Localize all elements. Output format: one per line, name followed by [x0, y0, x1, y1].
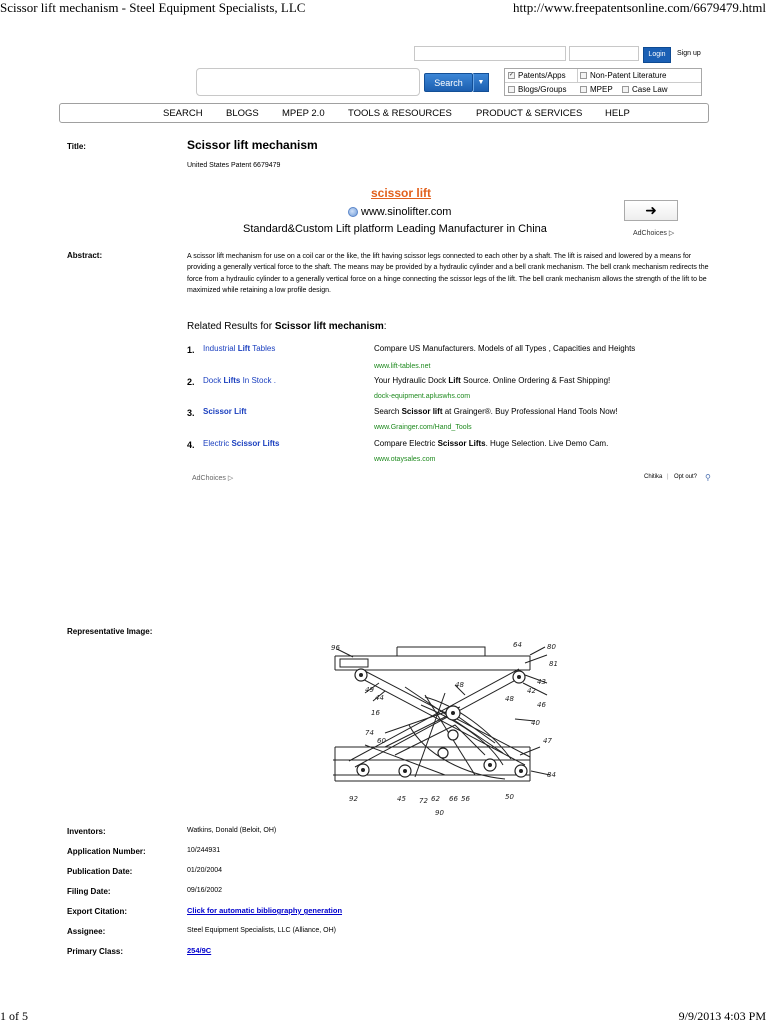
username-input[interactable] — [414, 46, 566, 61]
search-input[interactable] — [196, 68, 420, 96]
drawing-label: 64 — [513, 641, 522, 649]
page-title: Scissor lift mechanism - Steel Equipment Specialists, LLC — [0, 0, 306, 15]
drawing-label: 16 — [371, 709, 380, 717]
result-link[interactable] — [203, 407, 247, 416]
link-text: Tables — [250, 344, 276, 353]
drawing-label: 42 — [527, 687, 536, 695]
page-url[interactable]: http://www.freepatentsonline.com/6679479.html — [513, 0, 766, 15]
ad-title-link[interactable]: scissor lift — [371, 186, 432, 200]
divider — [577, 69, 578, 82]
primary-class-link[interactable]: 254/9C — [187, 946, 212, 955]
option-label: Blogs/Groups — [518, 85, 567, 94]
drawing-label: 60 — [377, 737, 386, 745]
drawing-label: 81 — [549, 660, 558, 668]
desc-text: Compare Electric — [374, 439, 438, 448]
result-link[interactable] — [203, 439, 279, 448]
drawing-label: 50 — [505, 793, 514, 801]
drawing-label: 80 — [547, 643, 556, 651]
drawing-label: 66 — [449, 795, 458, 803]
opt-out-link[interactable]: Opt out? — [674, 474, 698, 480]
ad-description: Standard&Custom Lift platform Leading Manufacturer in China — [243, 223, 547, 235]
result-number: 4. — [187, 440, 195, 450]
login-button[interactable]: Login — [643, 47, 671, 63]
result-link[interactable] — [203, 344, 275, 353]
desc-text: Search — [374, 407, 402, 416]
desc-keyword: Scissor Lifts — [437, 439, 486, 448]
option-blogs-groups[interactable] — [505, 83, 566, 96]
print-datetime: 9/9/2013 4:03 PM — [678, 1009, 766, 1023]
desc-text: . Huge Selection. Live Demo Cam. — [485, 439, 609, 448]
drawing-lines — [333, 647, 550, 781]
desc-text: at Grainger®. Buy Professional Hand Tools Now! — [442, 407, 618, 416]
ad-url[interactable] — [348, 206, 451, 218]
desc-text: Compare US Manufacturers. Models of all Types , Capacities and Heights — [374, 344, 636, 353]
drawing-pivots — [355, 669, 527, 777]
checkbox-icon[interactable] — [622, 86, 629, 93]
divider-bar: | — [667, 474, 669, 480]
link-keyword: Lifts — [223, 376, 241, 385]
option-patents-apps[interactable] — [505, 69, 566, 82]
drawing-label: 84 — [547, 771, 556, 779]
option-label: Non-Patent Literature — [590, 71, 667, 80]
password-input[interactable] — [569, 46, 639, 61]
checkbox-icon[interactable]: ✓ — [509, 72, 515, 78]
option-non-patent-literature[interactable] — [577, 69, 667, 82]
option-mpep[interactable] — [577, 83, 613, 96]
application-number-value: 10/244931 — [187, 847, 221, 854]
link-keyword: Lift — [237, 344, 251, 353]
search-scope-options — [504, 68, 702, 96]
publication-date-value: 01/20/2004 — [187, 867, 223, 874]
nav-product-services[interactable]: PRODUCT & SERVICES — [476, 108, 583, 119]
drawing-label: 90 — [435, 809, 444, 817]
globe-icon — [348, 207, 358, 217]
link-keyword: Scissor Lift — [203, 407, 247, 416]
drawing-label: 74 — [365, 729, 374, 737]
search-options-dropdown[interactable]: ▼ — [473, 73, 489, 92]
ad-arrow-button[interactable] — [624, 200, 678, 221]
link-text: Electric — [203, 439, 232, 448]
checkbox-icon[interactable] — [580, 72, 587, 79]
result-description — [374, 376, 610, 385]
nav-mpep[interactable]: MPEP 2.0 — [282, 108, 325, 119]
export-citation-link[interactable]: Click for automatic bibliography generation — [187, 906, 343, 915]
drawing-label: 48 — [455, 681, 464, 689]
search-icon[interactable]: ⚲ — [705, 473, 711, 482]
checkbox-icon[interactable] — [580, 86, 587, 93]
result-url[interactable]: dock-equipment.apluswhs.com — [374, 393, 471, 400]
signup-link[interactable]: Sign up — [677, 50, 701, 57]
link-text: Dock — [203, 376, 224, 385]
adchoices-icon: ▷ — [227, 475, 234, 482]
patent-drawing — [325, 635, 575, 817]
export-citation-label: Export Citation: — [67, 907, 127, 916]
abstract-text: A scissor lift mechanism for use on a coil car or the like, the lift having scissor legs connected to each other by a shaft. The lift is raised and lowered by a means for providing a generally vertical force to the shaft. The means may be provided by a hydraulic cylinder and a bell crank mechanism. The bell crank mechanism redirects the force from a hydraulic cylinder to a generally vertical force on a hinge connecting the scissor legs of the lift. The bell crank mechanism allows the strength of the lift to be maximized while retaining a low profile design. — [187, 253, 709, 295]
adchoices-label: AdChoices — [633, 230, 667, 237]
drawing-label: 92 — [349, 795, 358, 803]
drawing-label: 44 — [375, 694, 384, 702]
drawing-label: 49 — [365, 686, 374, 694]
option-case-law[interactable] — [619, 83, 668, 96]
nav-help[interactable]: HELP — [605, 108, 630, 119]
result-description — [374, 344, 635, 353]
related-query: Scissor lift mechanism — [274, 321, 384, 332]
drawing-label: 43 — [537, 678, 546, 686]
desc-text: Source. Online Ordering & Fast Shipping! — [460, 376, 611, 385]
related-suffix: : — [383, 321, 387, 332]
result-number: 3. — [187, 408, 195, 418]
assignee-value: Steel Equipment Specialists, LLC (Alliance, OH) — [187, 927, 337, 934]
option-label: Patents/Apps — [518, 71, 566, 80]
drawing-label: 45 — [397, 795, 406, 803]
related-prefix: Related Results for — [187, 321, 275, 332]
search-button[interactable]: Search — [424, 73, 473, 92]
option-label: Case Law — [632, 85, 668, 94]
desc-keyword: Scissor lift — [401, 407, 443, 416]
result-url[interactable]: www.lift-tables.net — [374, 363, 431, 370]
result-description — [374, 407, 618, 416]
result-link[interactable] — [203, 376, 276, 385]
nav-blogs[interactable]: BLOGS — [226, 108, 259, 119]
assignee-label: Assignee: — [67, 927, 106, 936]
publication-date-label: Publication Date: — [67, 867, 133, 876]
filing-date-value: 09/16/2002 — [187, 887, 223, 894]
result-url[interactable]: www.Grainger.com/Hand_Tools — [374, 424, 472, 431]
primary-class-label: Primary Class: — [67, 947, 124, 956]
drawing-label: 48 — [505, 695, 514, 703]
drawing-label: 46 — [537, 701, 546, 709]
inventors-value: Watkins, Donald (Beloit, OH) — [187, 827, 277, 834]
result-description — [374, 439, 608, 448]
desc-text: Your Hydraulic Dock — [374, 376, 449, 385]
ad-url-text: www.sinolifter.com — [361, 206, 452, 218]
nav-search[interactable]: SEARCH — [163, 108, 203, 119]
filing-date-label: Filing Date: — [67, 887, 111, 896]
abstract-label: Abstract: — [67, 251, 103, 260]
adchoices-icon: ▷ — [668, 230, 675, 237]
related-results-heading — [187, 321, 387, 332]
link-keyword: Scissor Lifts — [231, 439, 280, 448]
representative-image-label: Representative Image: — [67, 627, 153, 636]
result-number: 2. — [187, 377, 195, 387]
checkbox-icon[interactable] — [508, 86, 515, 93]
drawing-label: 40 — [531, 719, 540, 727]
application-number-label: Application Number: — [67, 847, 146, 856]
main-nav — [59, 103, 709, 123]
drawing-label: 72 — [419, 797, 428, 805]
ad-choices[interactable] — [633, 229, 674, 237]
arrow-right-icon: ➜ — [645, 202, 657, 218]
adchoices-label: AdChoices — [192, 475, 226, 482]
related-adchoices[interactable] — [192, 474, 233, 482]
patent-number: United States Patent 6679479 — [187, 162, 281, 169]
result-url[interactable]: www.otaysales.com — [374, 456, 436, 463]
nav-tools-resources[interactable]: TOOLS & RESOURCES — [348, 108, 452, 119]
title-label: Title: — [67, 142, 86, 151]
page-count: 1 of 5 — [0, 1009, 28, 1023]
drawing-label: 56 — [461, 795, 470, 803]
link-text: Industrial — [203, 344, 238, 353]
option-label: MPEP — [590, 85, 613, 94]
chitika-link[interactable]: Chitika — [644, 474, 663, 480]
desc-keyword: Lift — [448, 376, 461, 385]
patent-title: Scissor lift mechanism — [187, 138, 318, 152]
drawing-label: 62 — [431, 795, 440, 803]
drawing-label: 47 — [543, 737, 552, 745]
drawing-label: 96 — [331, 644, 340, 652]
result-number: 1. — [187, 345, 195, 355]
link-text: In Stock . — [240, 376, 276, 385]
inventors-label: Inventors: — [67, 827, 106, 836]
